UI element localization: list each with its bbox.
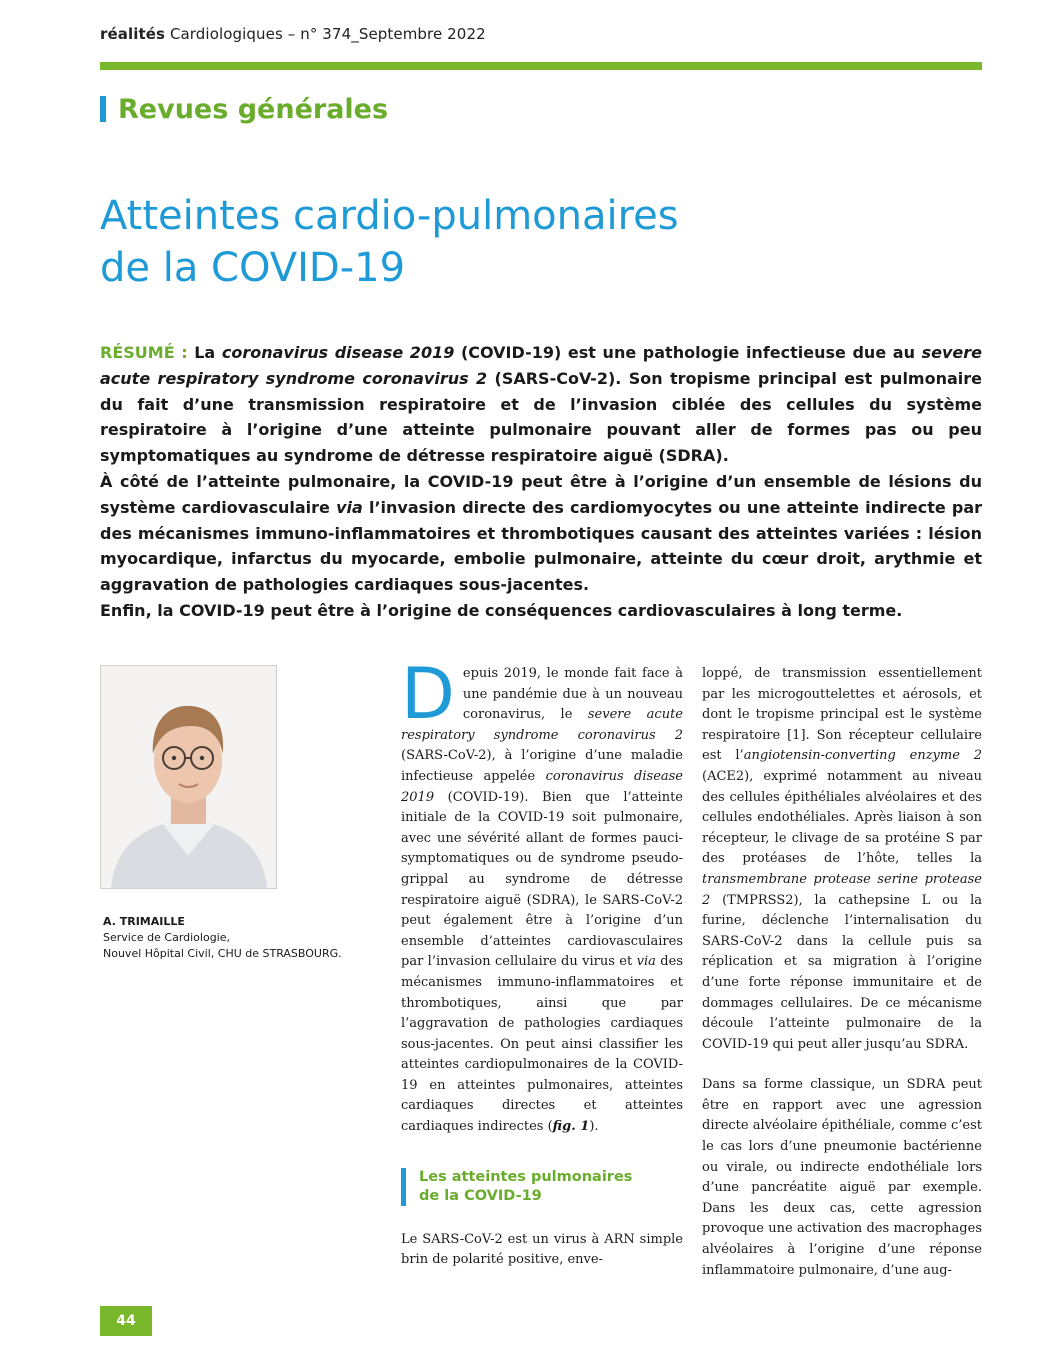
body-italic: angiotensin-converting enzyme 2: [743, 748, 983, 764]
section-marker: [100, 96, 106, 122]
body-column-middle: [401, 653, 684, 1271]
body-text: (ACE2), exprimé notamment au niveau des cellules épithéliales alvéolaires et des cellules endothéliales. Après liaison à son récepteur, le clivage de sa protéine S par des protéases de l’hôte, telles la: [702, 768, 982, 867]
abstract-paragraph: [100, 469, 982, 598]
subsection-marker: [401, 1168, 406, 1206]
header-rule: [100, 62, 982, 70]
body-paragraph: Dans sa forme classique, un SDRA peut être en rapport avec une agression directe alvéolaire épithéliale, comme c’est le cas lors d’une pneumonie bactérienne ou virale, ou indirecte endothéliale lors d’une pancréatite aiguë par exemple. Dans les deux cas, cette agression provoque une activation des macrophages alvéolaires à l’origine d’une réponse inflammatoire pulmonaire, d’une aug-: [702, 1077, 982, 1278]
figure-reference[interactable]: fig. 1: [552, 1119, 590, 1135]
page-number: 44: [100, 1306, 152, 1336]
body-text: loppé, de transmission essentiellement par les microgouttelettes et aérosols, et dont le tropisme principal est le système respiratoire [1]. Son récepteur cellulaire est l’: [702, 666, 982, 764]
abstract-italic: coronavirus disease 2019: [221, 343, 455, 362]
subsection-title-line1: Les atteintes pulmonaires: [419, 1168, 633, 1185]
abstract-text: La: [194, 343, 222, 362]
body-text: des mécanismes immuno-inflammatoires et thrombotiques, ainsi que par l’aggravation de pathologies cardiaques sous-jacentes. On peut ainsi classifier les atteintes cardiopulmonaires de la COVID-19 en atteintes pulmonaires, atteintes cardiaques directes et atteintes cardiaques indirectes (: [401, 954, 683, 1135]
body-paragraph: [702, 664, 982, 1055]
paragraph-gap: [702, 1055, 982, 1075]
section-heading: [100, 92, 388, 126]
author-affiliation-line2: Nouvel Hôpital Civil, CHU de STRASBOURG.: [103, 947, 342, 960]
body-column-right: [702, 664, 982, 1281]
body-paragraph: Le SARS-CoV-2 est un virus à ARN simple brin de polarité positive, enve-: [401, 1231, 683, 1268]
running-header: [100, 25, 486, 43]
subsection-title-line2: de la COVID-19: [419, 1187, 542, 1204]
body-italic: severe acute respiratory syndrome coronavirus 2: [401, 707, 684, 743]
subsection-heading: [401, 1168, 683, 1206]
article-title-line1: Atteintes cardio-pulmonaires: [100, 193, 679, 239]
article-title: [100, 190, 980, 294]
body-italic: via: [636, 954, 656, 970]
article-title-line2: de la COVID-19: [100, 245, 406, 291]
abstract-paragraph: Enfin, la COVID-19 peut être à l’origine de conséquences cardiovasculaires à long terme.: [100, 600, 903, 620]
body-paragraph: [401, 653, 684, 1138]
section-title: Revues générales: [118, 93, 389, 125]
author-affiliation-line1: Service de Cardiologie,: [103, 931, 231, 944]
abstract-text: (SARS-CoV-2). Son tropisme principal est pulmonaire du fait d’une transmission respiratoire et de l’invasion ciblée des cellules du système respiratoire à l’origine d’une atteinte pulmonaire pouvant aller de formes pas ou peu symptomatiques au syndrome de détresse respiratoire aiguë (SDRA).: [100, 368, 983, 466]
body-text: (COVID-19). Bien que l’atteinte initiale de la COVID-19 soit pulmonaire, avec une sévérité allant de formes pauci-symptomatiques ou de syndrome pseudo-grippal au syndrome de détresse respiratoire aiguë (SDRA), le SARS-CoV-2 peut également être à l’origine d’un ensemble d’atteintes cardiovasculaires par l’invasion cellulaire du virus et: [401, 789, 683, 970]
body-italic: transmembrane protease serine protease 2: [702, 871, 982, 908]
abstract: [100, 340, 982, 624]
body-text: epuis 2019, le monde fait face à une pandémie due à un nouveau coronavirus, le: [462, 666, 683, 723]
abstract-text: À côté de l’atteinte pulmonaire, la COVID-19 peut être à l’origine d’un ensemble de lésions du système cardiovasculaire: [100, 471, 982, 517]
journal-issue: Cardiologiques – n° 374_Septembre 2022: [169, 25, 486, 43]
body-text: (SARS-CoV-2), à l’origine d’une maladie infectieuse appelée: [401, 748, 683, 784]
subsection-title: [419, 1168, 632, 1206]
abstract-text: (COVID-19) est une pathologie infectieuse due au: [454, 343, 922, 362]
drop-cap: D: [401, 653, 455, 735]
abstract-paragraph: [100, 340, 982, 469]
journal-brand: réalités: [100, 25, 166, 43]
author-portrait-image: [101, 666, 276, 888]
author-block: [103, 914, 342, 962]
abstract-text: l’invasion directe des cardiomyocytes ou une atteinte indirecte par des mécanismes immuno-inflammatoires et thrombotiques causant des atteintes variées : lésion myocardique, infarctus du myocarde, embolie pulmonaire, atteinte du cœur droit, arythmie et aggravation de pathologies cardiaques sous-jacentes.: [100, 497, 983, 595]
abstract-label: RÉSUMÉ :: [100, 343, 188, 362]
abstract-italic: via: [336, 497, 363, 517]
body-text: (TMPRSS2), la cathepsine L ou la furine, déclenche l’internalisation du SARS-CoV-2 dans la cellule puis sa réplication et sa migration à l’origine d’une forte réponse immunitaire et de dommages cellulaires. De ce mécanisme découle l’atteinte pulmonaire de la COVID-19 qui peut aller jusqu’au SDRA.: [702, 892, 982, 1052]
author-photo: [100, 665, 277, 889]
body-text: ).: [589, 1119, 599, 1135]
author-name: A. TRIMAILLE: [103, 915, 185, 928]
body-italic: coronavirus disease 2019: [401, 768, 683, 805]
abstract-italic: severe acute respiratory syndrome coronavirus 2: [100, 343, 982, 388]
